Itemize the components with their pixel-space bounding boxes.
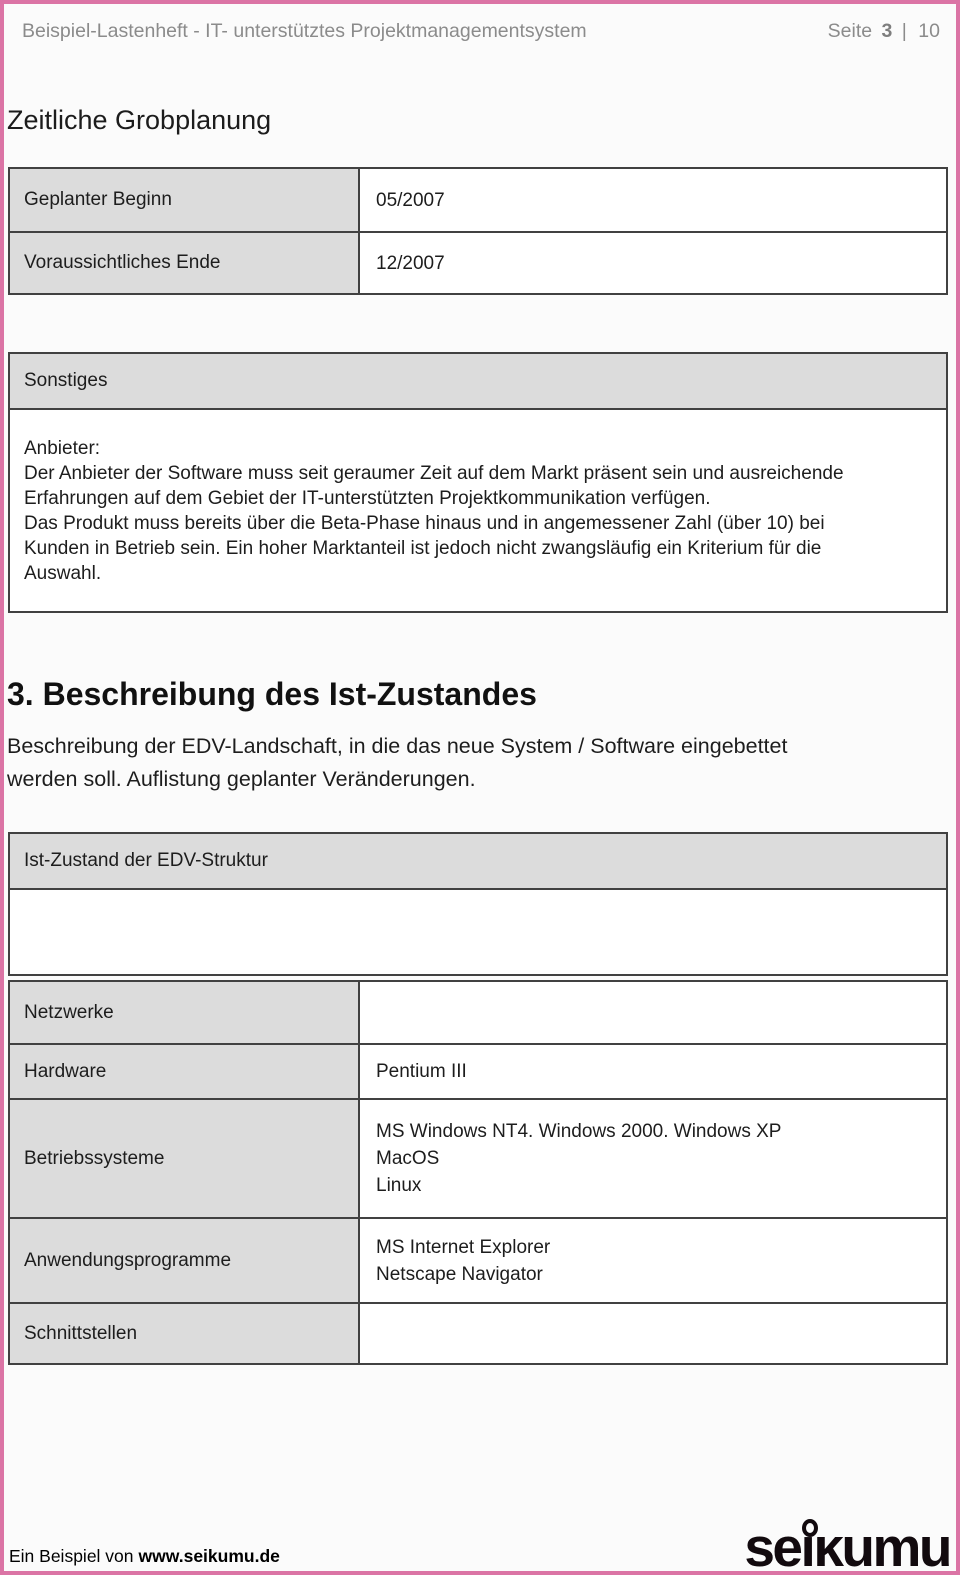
table-row	[10, 169, 946, 231]
row-value	[360, 169, 946, 231]
text-line: Beschreibung der EDV-Landschaft, in die das neue System / Software eingebettet	[7, 734, 788, 758]
misc-table	[8, 352, 948, 613]
value-line: 12/2007	[376, 252, 445, 274]
row-label: Netzwerke	[10, 982, 360, 1043]
value-line: 05/2007	[376, 189, 445, 211]
row-value	[360, 1045, 946, 1098]
row-value	[360, 1100, 946, 1217]
value-line: Netscape Navigator	[376, 1263, 543, 1285]
page-indicator	[824, 20, 940, 43]
document-header	[22, 20, 940, 43]
ist-zustand-table-body	[10, 890, 946, 974]
row-value	[360, 1219, 946, 1302]
text-line: Erfahrungen auf dem Gebiet der IT-unterstützten Projektkommunikation verfügen.	[24, 487, 711, 509]
planning-section-heading: Zeitliche Grobplanung	[7, 105, 272, 135]
row-value	[360, 233, 946, 293]
row-label: Geplanter Beginn	[10, 169, 360, 231]
document-title: Beispiel-Lastenheft - IT- unterstütztes Projektmanagementsystem	[22, 20, 587, 42]
text-line: Anbieter:	[24, 437, 101, 459]
credit-url: www.seikumu.de	[138, 1546, 280, 1566]
table-row	[10, 231, 946, 293]
planning-table-rows	[10, 169, 946, 293]
value-line: Pentium III	[376, 1061, 467, 1082]
row-label: Betriebssysteme	[10, 1100, 360, 1217]
ist-zustand-heading: Ist-Zustand der EDV-Struktur	[24, 850, 268, 871]
misc-heading: Sonstiges	[24, 370, 108, 391]
value-line: Linux	[376, 1175, 422, 1196]
seikumu-logo	[744, 1516, 950, 1575]
ist-zustand-table-header	[10, 834, 946, 890]
row-label: Voraussichtliches Ende	[10, 233, 360, 293]
row-label: Schnittstellen	[10, 1304, 360, 1363]
edv-structure-table	[8, 980, 948, 1365]
table-row	[10, 1098, 946, 1217]
logo-text-i: ı	[800, 1516, 814, 1575]
credit-text: Ein Beispiel von	[9, 1546, 134, 1566]
text-line: Auswahl.	[24, 562, 102, 584]
footer-credit	[9, 1546, 280, 1567]
value-line: MS Windows NT4. Windows 2000. Windows XP	[376, 1121, 782, 1142]
page-separator: |	[901, 20, 907, 42]
page-label: Seite	[827, 20, 873, 42]
row-label: Hardware	[10, 1045, 360, 1098]
text-line: Kunden in Betrieb sein. Ein hoher Marktanteil ist jedoch nicht zwangsläufig ein Kriterium für die	[24, 537, 822, 559]
logo-text-post: ĸumu	[813, 1516, 950, 1575]
section3-heading: 3. Beschreibung des Ist-Zustandes	[7, 676, 537, 712]
value-line: MacOS	[376, 1148, 440, 1169]
table-row	[10, 1217, 946, 1302]
logo-text	[744, 1516, 950, 1575]
misc-table-body	[10, 410, 946, 611]
value-line: MS Internet Explorer	[376, 1236, 551, 1258]
row-value	[360, 1304, 946, 1363]
section3-intro	[7, 730, 787, 796]
table-row	[10, 982, 946, 1043]
planning-table	[8, 167, 948, 295]
row-label: Anwendungsprogramme	[10, 1219, 360, 1302]
text-line: Das Produkt muss bereits über die Beta-Phase hinaus und in angemessener Zahl (über 10) bei	[24, 512, 825, 534]
text-line: werden soll. Auflistung geplanter Veränderungen.	[7, 767, 476, 791]
ist-zustand-table	[8, 832, 948, 976]
row-value	[360, 982, 946, 1043]
page-current: 3	[881, 20, 893, 42]
table-row	[10, 1043, 946, 1098]
edv-structure-table-rows	[10, 982, 946, 1363]
logo-text-pre: se	[744, 1516, 801, 1575]
page-total: 10	[918, 20, 940, 42]
table-row	[10, 1302, 946, 1363]
text-line: Der Anbieter der Software muss seit geraumer Zeit auf dem Markt präsent sein und ausreichende	[24, 462, 844, 484]
misc-table-header	[10, 354, 946, 410]
